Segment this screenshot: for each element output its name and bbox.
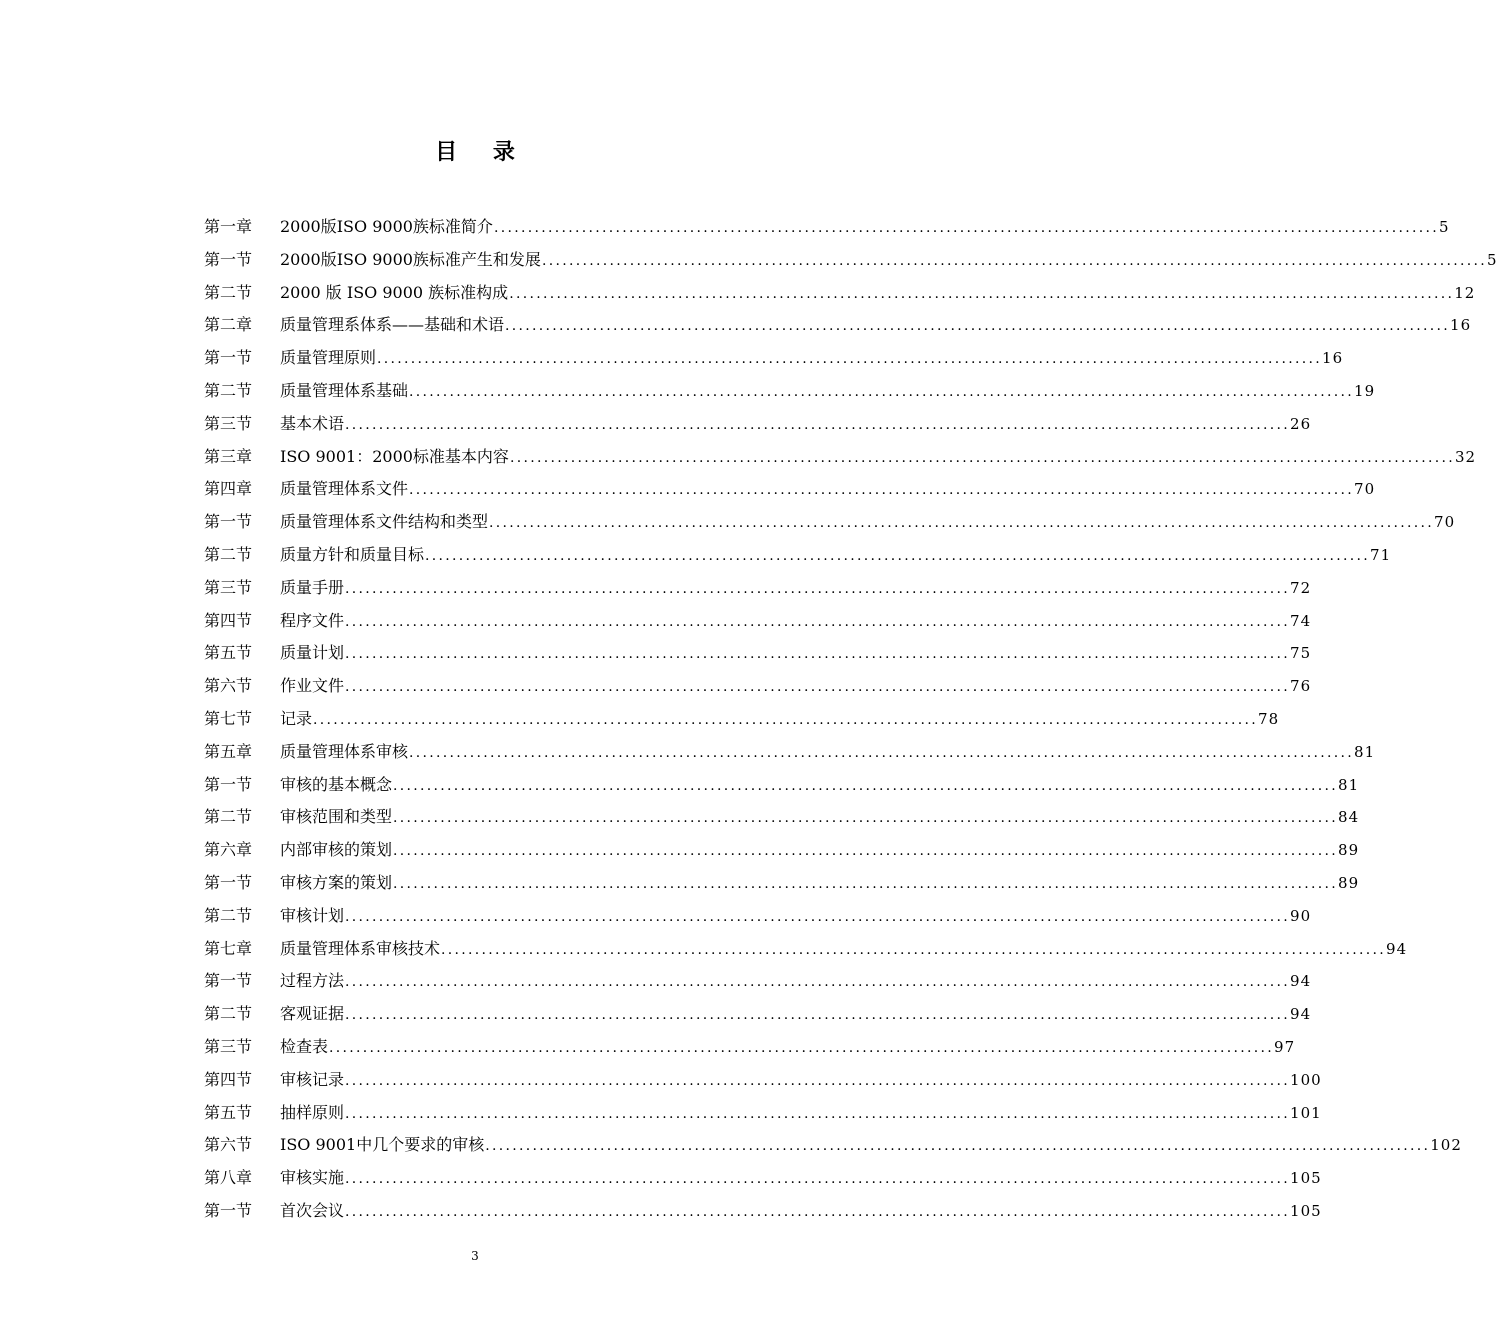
toc-entry-page: 78	[1258, 709, 1280, 728]
toc-entry-page: 105	[1290, 1169, 1322, 1188]
toc-entry-page: 102	[1430, 1136, 1462, 1155]
toc-entry-title: 2000 版 ISO 9000 族标准构成	[280, 282, 509, 302]
toc-dot-leader	[376, 343, 1322, 376]
toc-entry[interactable]	[204, 670, 1312, 703]
toc-entry-page: 70	[1434, 513, 1456, 532]
toc-entry-label: 第八章	[204, 1168, 253, 1188]
toc-entry[interactable]	[204, 637, 1312, 670]
toc-dot-leader	[344, 966, 1290, 999]
toc-dot-leader	[344, 1196, 1290, 1229]
toc-entry[interactable]	[204, 769, 1360, 802]
toc-entry-title: 审核方案的策划	[280, 872, 393, 892]
toc-entry-label: 第六章	[204, 840, 253, 860]
toc-entry[interactable]	[204, 1031, 1296, 1064]
toc-entry-page: 74	[1290, 611, 1312, 630]
toc-entry-label: 第四节	[204, 610, 253, 630]
toc-dot-leader	[344, 1163, 1290, 1196]
toc-entry[interactable]	[204, 441, 1477, 474]
toc-entry-page: 81	[1354, 742, 1376, 761]
toc-entry[interactable]	[204, 211, 1450, 244]
toc-entry-title: 过程方法	[280, 971, 345, 991]
toc-entry-title: 检查表	[280, 1036, 329, 1056]
toc-entry[interactable]	[204, 375, 1376, 408]
toc-entry-label: 第一节	[204, 971, 253, 991]
toc-entry-title: 内部审核的策划	[280, 840, 393, 860]
toc-dot-leader	[541, 245, 1487, 278]
toc-entry-label: 第一节	[204, 1200, 253, 1220]
page-number: 3	[471, 1249, 479, 1263]
toc-entry-title: 质量方针和质量目标	[280, 544, 425, 564]
toc-dot-leader	[392, 802, 1338, 835]
toc-entry-label: 第一节	[204, 249, 253, 269]
toc-entry-label: 第四节	[204, 1069, 253, 1089]
toc-entry[interactable]	[204, 703, 1280, 736]
toc-entry-label: 第二节	[204, 380, 253, 400]
toc-entry-page: 84	[1338, 808, 1360, 827]
toc-entry-title: 质量管理原则	[280, 348, 377, 368]
toc-entry-title: 基本术语	[280, 413, 345, 433]
toc-entry-title: 质量计划	[280, 643, 345, 663]
toc-entry-title: 记录	[280, 708, 313, 728]
toc-entry[interactable]	[204, 965, 1312, 998]
toc-entry[interactable]	[204, 1064, 1322, 1097]
toc-dot-leader	[408, 737, 1354, 770]
toc-entry-page: 81	[1338, 775, 1360, 794]
toc-entry-page: 16	[1322, 349, 1344, 368]
toc-entry-label: 第三节	[204, 1036, 253, 1056]
toc-entry-label: 第一节	[204, 872, 253, 892]
toc-entry[interactable]	[204, 933, 1408, 966]
toc-entry-label: 第三节	[204, 577, 253, 597]
toc-entry-page: 5	[1486, 250, 1498, 269]
toc-entry-label: 第二节	[204, 544, 253, 564]
toc-entry-page: 89	[1338, 873, 1360, 892]
toc-entry-label: 第三章	[204, 446, 253, 466]
toc-entry-title: 质量手册	[280, 577, 345, 597]
toc-entry-title: ISO 9001中几个要求的审核	[280, 1135, 485, 1155]
toc-entry-page: 12	[1454, 283, 1476, 302]
toc-entry-label: 第二节	[204, 282, 253, 302]
toc-entry-title: 2000版ISO 9000族标准产生和发展	[280, 249, 541, 269]
toc-entry-title: 审核范围和类型	[280, 807, 393, 827]
toc-entry-title: 质量管理体系文件结构和类型	[280, 512, 489, 532]
toc-entry-page: 19	[1354, 381, 1376, 400]
toc-entry[interactable]	[204, 408, 1312, 441]
toc-entry-page: 75	[1290, 644, 1312, 663]
toc-dot-leader	[344, 638, 1290, 671]
toc-dot-leader	[344, 409, 1290, 442]
toc-entry-page: 72	[1290, 578, 1312, 597]
toc-entry-page: 76	[1290, 677, 1312, 696]
toc-entry-title: 质量管理体系文件	[280, 479, 409, 499]
toc-entry-label: 第四章	[204, 479, 253, 499]
toc-dot-leader	[344, 1065, 1290, 1098]
toc-entry-title: 首次会议	[280, 1200, 345, 1220]
toc-entry[interactable]	[204, 1097, 1322, 1130]
toc-entry-label: 第三节	[204, 413, 253, 433]
toc-entry-page: 100	[1290, 1070, 1322, 1089]
toc-dot-leader	[312, 704, 1258, 737]
toc-entry-title: 审核实施	[280, 1168, 345, 1188]
toc-dot-leader	[392, 835, 1338, 868]
toc-entry-title: 审核记录	[280, 1069, 345, 1089]
toc-entry-label: 第五章	[204, 741, 253, 761]
toc-dot-leader	[344, 606, 1290, 639]
toc-entry[interactable]	[204, 1195, 1322, 1228]
toc-entry[interactable]	[204, 342, 1344, 375]
toc-dot-leader	[344, 1098, 1290, 1131]
toc-entry-label: 第一节	[204, 774, 253, 794]
toc-entry-page: 26	[1290, 414, 1312, 433]
toc-dot-leader	[488, 507, 1434, 540]
toc-dot-leader	[344, 671, 1290, 704]
toc-dot-leader	[408, 376, 1354, 409]
toc-entry-label: 第五节	[204, 1102, 253, 1122]
toc-entry-page: 97	[1274, 1037, 1296, 1056]
toc-entry[interactable]	[204, 867, 1360, 900]
toc-dot-leader	[392, 868, 1338, 901]
toc-entry-label: 第一节	[204, 348, 253, 368]
toc-dot-leader	[344, 999, 1290, 1032]
toc-entry-page: 89	[1338, 841, 1360, 860]
toc-dot-leader	[508, 278, 1454, 311]
toc-dot-leader	[504, 310, 1450, 343]
toc-entry-title: 质量管理体系基础	[280, 380, 409, 400]
toc-entry[interactable]	[204, 998, 1312, 1031]
toc-entry[interactable]	[204, 1129, 1462, 1162]
toc-entry-page: 105	[1290, 1201, 1322, 1220]
toc-entry[interactable]	[204, 834, 1360, 867]
toc-entry[interactable]	[204, 801, 1360, 834]
toc-dot-leader	[493, 212, 1439, 245]
toc-dot-leader	[484, 1130, 1430, 1163]
toc-dot-leader	[344, 901, 1290, 934]
toc-dot-leader	[408, 474, 1354, 507]
toc-entry-label: 第七节	[204, 708, 253, 728]
toc-entry-label: 第二节	[204, 905, 253, 925]
toc-entry-page: 90	[1290, 906, 1312, 925]
toc-entry-label: 第一章	[204, 217, 253, 236]
toc-entry-page: 32	[1454, 447, 1477, 466]
toc-entry[interactable]	[204, 473, 1376, 506]
toc-entry-page: 5	[1438, 218, 1450, 236]
toc-entry-label: 第五节	[204, 643, 253, 663]
toc-entry-label: 第二节	[204, 807, 253, 827]
toc-dot-leader	[440, 934, 1386, 967]
toc-entry-title: 程序文件	[280, 610, 345, 630]
toc-entry-page: 94	[1290, 972, 1312, 991]
toc-entry-page: 16	[1450, 316, 1472, 335]
toc-entry-label: 第七章	[204, 938, 253, 958]
toc-entry-label: 第一节	[204, 512, 253, 532]
toc-entry-page: 94	[1290, 1005, 1312, 1024]
toc-entry[interactable]	[204, 605, 1312, 638]
toc-entry-title: 审核计划	[280, 905, 345, 925]
toc-entry-page: 94	[1386, 939, 1408, 958]
toc-entry-label: 第二章	[204, 315, 253, 335]
toc-entry-label: 第二节	[204, 1004, 253, 1024]
toc-entry[interactable]	[204, 277, 1476, 310]
toc-entry-label: 第六节	[204, 1135, 253, 1155]
toc-entry-title: 审核的基本概念	[280, 774, 393, 794]
toc-entry[interactable]	[204, 736, 1376, 769]
table-of-contents	[204, 211, 1498, 1228]
toc-dot-leader	[328, 1032, 1274, 1065]
toc-entry-title: 抽样原则	[280, 1102, 345, 1122]
toc-entry-title: 质量管理体系审核技术	[280, 938, 441, 958]
toc-entry-label: 第六节	[204, 676, 253, 696]
toc-entry[interactable]	[204, 506, 1456, 539]
page-title: 目 录	[435, 139, 529, 165]
toc-entry[interactable]	[204, 539, 1392, 572]
toc-entry-title: 客观证据	[280, 1004, 345, 1024]
toc-dot-leader	[424, 540, 1370, 573]
toc-entry[interactable]	[204, 900, 1312, 933]
toc-entry-title: 作业文件	[280, 676, 345, 696]
toc-entry-title: 2000版ISO 9000族标准简介	[280, 217, 493, 236]
toc-entry-page: 71	[1370, 545, 1392, 564]
toc-dot-leader	[392, 770, 1338, 803]
toc-entry-title: 质量管理体系审核	[280, 741, 409, 761]
toc-dot-leader	[344, 573, 1290, 606]
toc-entry[interactable]	[204, 309, 1472, 342]
toc-entry-title: ISO 9001：2000标准基本内容	[280, 446, 509, 466]
toc-dot-leader	[509, 442, 1455, 475]
toc-entry[interactable]	[204, 572, 1312, 605]
toc-entry-title: 质量管理系体系——基础和术语	[280, 315, 505, 335]
toc-entry[interactable]	[204, 244, 1498, 277]
toc-entry-page: 101	[1290, 1103, 1322, 1122]
toc-entry-page: 70	[1354, 480, 1376, 499]
toc-entry[interactable]	[204, 1162, 1322, 1195]
